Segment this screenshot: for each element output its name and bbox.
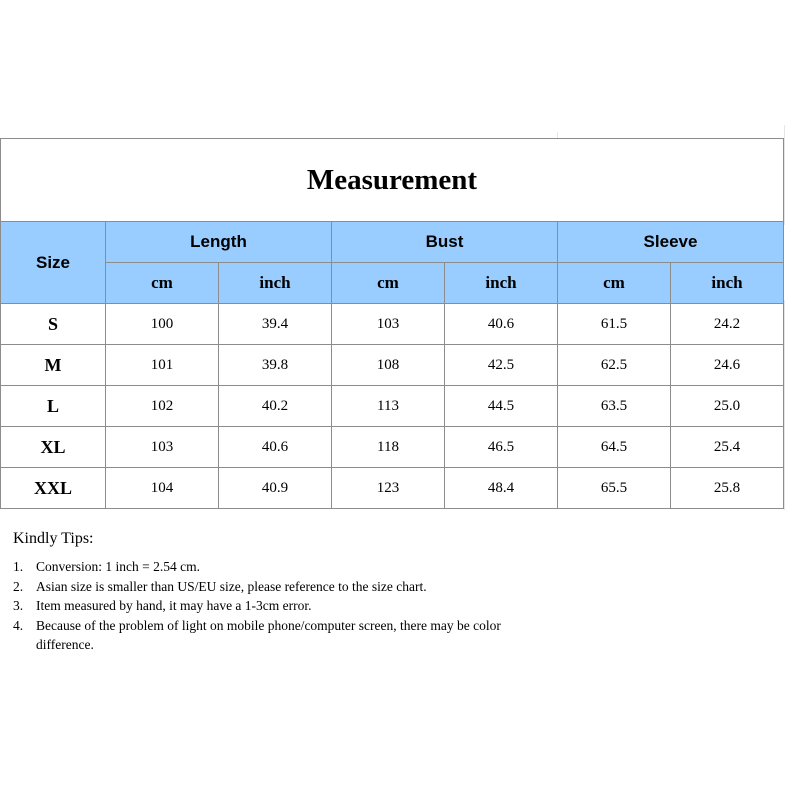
kindly-tips	[13, 530, 536, 655]
size-cell: XXL	[1, 468, 106, 509]
table-row	[1, 386, 784, 427]
measurement-cell: 24.6	[671, 345, 784, 386]
measurement-cell: 25.8	[671, 468, 784, 509]
size-cell: S	[1, 304, 106, 345]
measurement-cell: 102	[106, 386, 219, 427]
tip-item	[13, 596, 536, 616]
measurement-cell: 103	[106, 427, 219, 468]
measurement-cell: 104	[106, 468, 219, 509]
size-column-header: Size	[1, 222, 106, 304]
measurement-cell: 24.2	[671, 304, 784, 345]
unit-header: inch	[219, 263, 332, 304]
tips-title: Kindly Tips:	[13, 530, 94, 547]
measurement-cell: 103	[332, 304, 445, 345]
table-row	[1, 345, 784, 386]
measurement-cell: 113	[332, 386, 445, 427]
table-row	[1, 304, 784, 345]
measurement-cell: 40.6	[219, 427, 332, 468]
measurement-cell: 63.5	[558, 386, 671, 427]
table-row	[1, 468, 784, 509]
sleeve-group-header: Sleeve	[558, 222, 784, 263]
measurement-cell: 64.5	[558, 427, 671, 468]
unit-header: inch	[671, 263, 784, 304]
unit-header: cm	[332, 263, 445, 304]
unit-header: cm	[106, 263, 219, 304]
measurement-cell: 61.5	[558, 304, 671, 345]
measurement-cell: 40.2	[219, 386, 332, 427]
table-row	[1, 427, 784, 468]
measurement-cell: 65.5	[558, 468, 671, 509]
tip-text: Asian size is smaller than US/EU size, please reference to the size chart.	[36, 578, 427, 594]
tip-number: 2.	[13, 578, 24, 594]
tip-text: Item measured by hand, it may have a 1-3cm error.	[36, 598, 312, 613]
measurement-cell: 123	[332, 468, 445, 509]
tip-number: 3.	[13, 598, 24, 613]
measurement-cell: 25.4	[671, 427, 784, 468]
faint-gridline	[784, 300, 785, 510]
length-group-header: Length	[106, 222, 332, 263]
size-cell: L	[1, 386, 106, 427]
measurement-cell: 118	[332, 427, 445, 468]
measurement-cell: 108	[332, 345, 445, 386]
measurement-cell: 39.4	[219, 304, 332, 345]
tip-item	[13, 577, 536, 597]
measurement-cell: 46.5	[445, 427, 558, 468]
unit-header: inch	[445, 263, 558, 304]
faint-gridline	[784, 125, 785, 225]
measurement-cell: 39.8	[219, 345, 332, 386]
table-title: Measurement	[1, 139, 784, 222]
size-cell: M	[1, 345, 106, 386]
tip-text: Because of the problem of light on mobile phone/computer screen, there may be color difference.	[36, 617, 501, 652]
size-cell: XL	[1, 427, 106, 468]
tip-number: 1.	[13, 559, 24, 574]
tip-text: Conversion: 1 inch = 2.54 cm.	[36, 559, 200, 574]
measurement-cell: 40.9	[219, 468, 332, 509]
measurement-cell: 62.5	[558, 345, 671, 386]
measurement-cell: 40.6	[445, 304, 558, 345]
measurement-cell: 100	[106, 304, 219, 345]
measurement-cell: 48.4	[445, 468, 558, 509]
unit-header: cm	[558, 263, 671, 304]
measurement-cell: 101	[106, 345, 219, 386]
tip-item	[13, 616, 536, 655]
measurement-cell: 42.5	[445, 345, 558, 386]
bust-group-header: Bust	[332, 222, 558, 263]
measurement-cell: 44.5	[445, 386, 558, 427]
measurement-cell: 25.0	[671, 386, 784, 427]
measurement-table	[0, 138, 784, 509]
tip-item	[13, 557, 536, 577]
tip-number: 4.	[13, 617, 24, 633]
